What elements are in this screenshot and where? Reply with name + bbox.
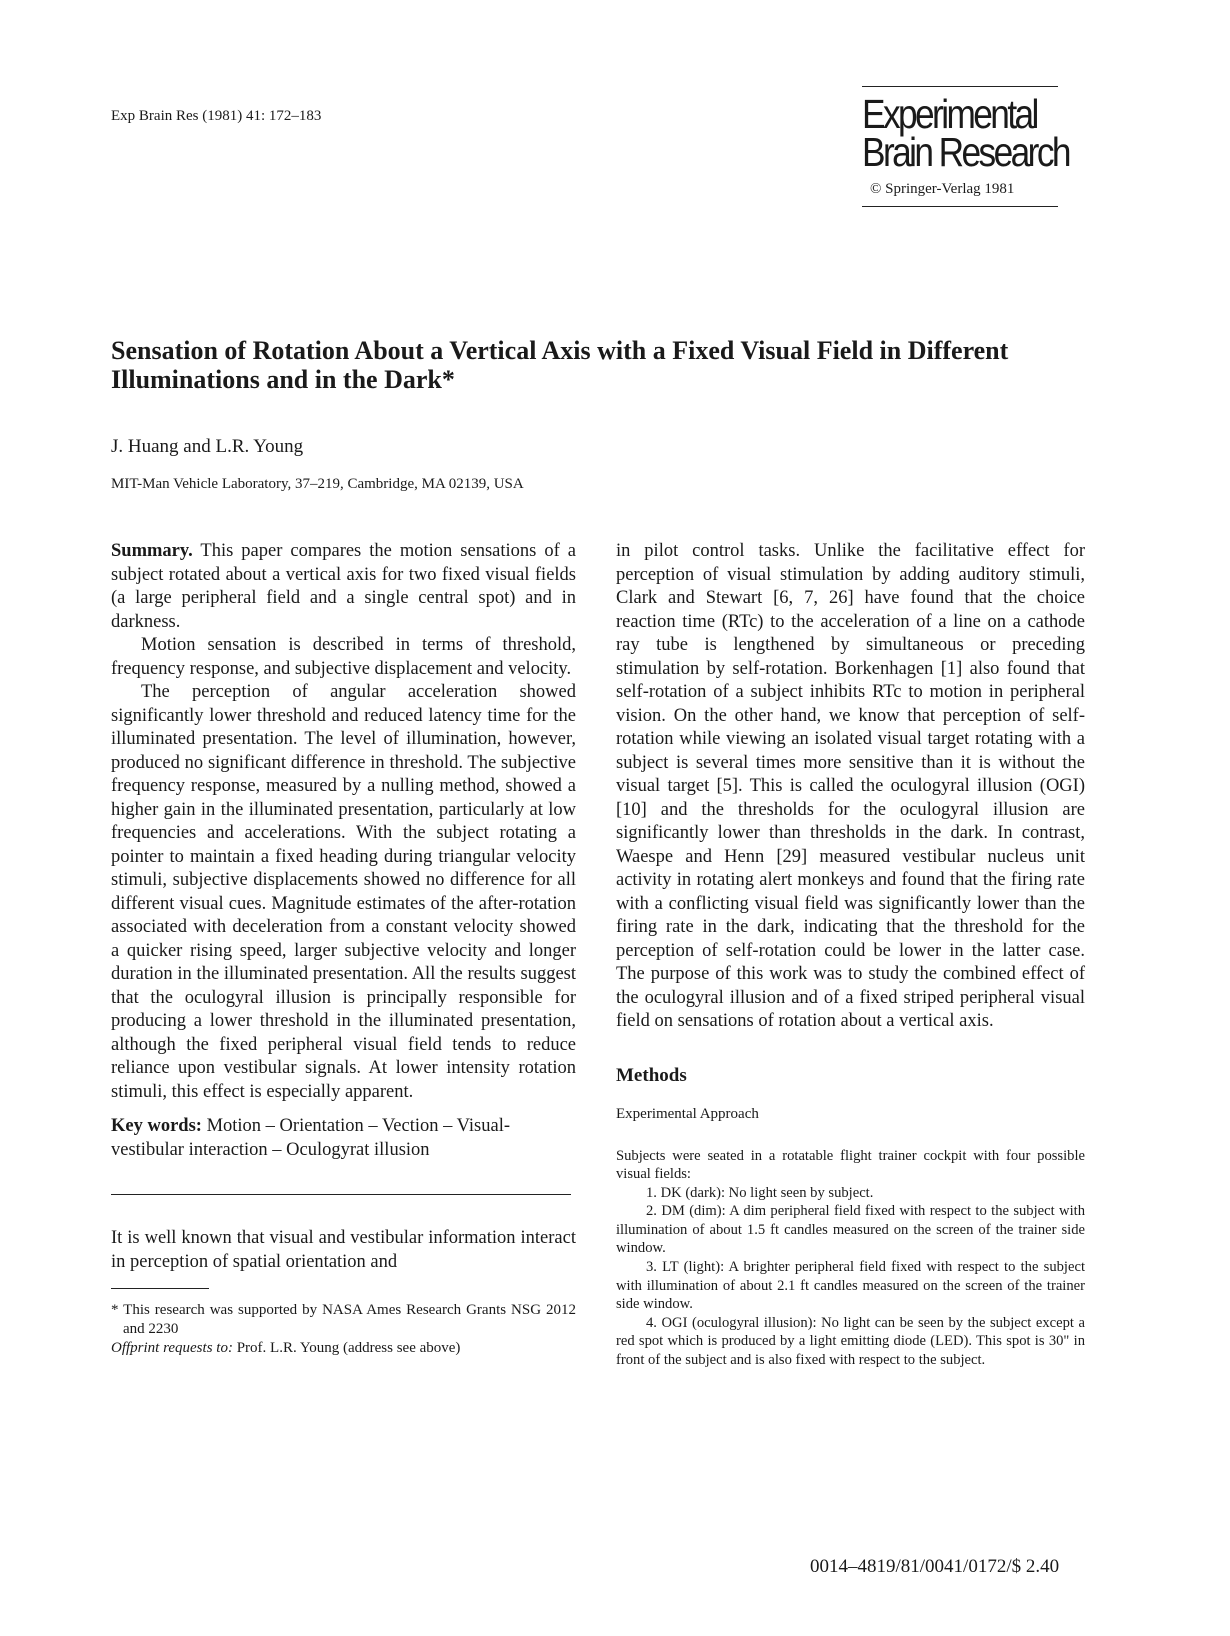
summary-lead: Summary.: [111, 541, 193, 561]
right-column: [616, 540, 1085, 1370]
summary-paragraph-2: Motion sensation is described in terms of threshold, frequency response, and subjective displacement and velocity.: [111, 635, 576, 679]
visual-field-item: 2. DM (dim): A dim peripheral field fixed with respect to the subject with illumination of about 1.5 ft candles measured on the screen of the trainer side window.: [616, 1203, 1085, 1257]
keywords-text: Motion – Orientation – Vection – Visual-vestibular interaction – Oculogyrat illusion: [111, 1116, 511, 1160]
offprint-footnote: [111, 1339, 576, 1358]
methods-body: [616, 1147, 1085, 1370]
paper-title: Sensation of Rotation About a Vertical Axis with a Fixed Visual Field in Different Illuminations and in the Dark*: [111, 336, 1009, 394]
summary-paragraph-1: [111, 540, 576, 634]
author-affiliation: MIT-Man Vehicle Laboratory, 37–219, Cambridge, MA 02139, USA: [111, 476, 524, 492]
visual-field-item: 4. OGI (oculogyral illusion): No light can be seen by the subject except a red spot which is produced by a light emitting diode (LED). This spot is 30" in front of the subject and is also fixed with respect to the subject.: [616, 1314, 1085, 1369]
keywords: [111, 1115, 576, 1162]
journal-logo-line2: Brain Research: [862, 129, 1069, 175]
methods-heading: Methods: [616, 1064, 687, 1086]
intro-paragraph-start: It is well known that visual and vestibular information interact in perception of spatial orientation and: [111, 1228, 576, 1272]
article-code: 0014–4819/81/0041/0172/$ 2.40: [810, 1556, 1060, 1577]
logo-bottom-rule: [862, 206, 1058, 207]
footnote-rule: [111, 1288, 209, 1289]
funding-footnote: * This research was supported by NASA Ames Research Grants NSG 2012 and 2230: [111, 1302, 576, 1337]
paper-authors: J. Huang and L.R. Young: [111, 436, 304, 457]
summary-text-1: This paper compares the motion sensations of a subject rotated about a vertical axis for two fixed visual fields (a large peripheral field and a single central spot) and in darkness.: [111, 541, 576, 632]
journal-logo-line1: Experimental: [862, 91, 1037, 137]
journal-logo-block: [862, 86, 1069, 207]
journal-logo: [862, 91, 1069, 175]
intro-paragraph-continued: in pilot control tasks. Unlike the facilitative effect for perception of visual stimulation by adding auditory stimuli, Clark and Stewart [6, 7, 26] have found that the choice reaction time (RTc) to the acceleration of a line on a cathode ray tube is lengthened by simultaneous or preceding stimulation by self-rotation. Borkenhagen [1] also found that self-rotation of a subject inhibits RTc to motion in peripheral vision. On the other hand, we know that perception of self-rotation while viewing an isolated visual target rotating with a subject is several times more sensitive than it is without the visual target [5]. This is called the oculogyral illusion (OGI) [10] and the thresholds for the oculogyral illusion are significantly lower than thresholds in the dark. In contrast, Waespe and Henn [29] measured vestibular nucleus unit activity in rotating alert monkeys and found that the firing rate with a conflicting visual field was significantly lower than the firing rate in the dark, indicating that the threshold for the perception of self-rotation could be lower in the latter case. The purpose of this work was to study the combined effect of the oculogyral illusion and of a fixed striped peripheral visual field on sensations of rotation about a vertical axis.: [616, 541, 1085, 1031]
logo-top-rule: [862, 86, 1058, 87]
keywords-lead: Key words:: [111, 1116, 202, 1136]
offprint-text: Prof. L.R. Young (address see above): [236, 1340, 461, 1356]
journal-citation: Exp Brain Res (1981) 41: 172–183: [111, 108, 322, 124]
copyright-notice: © Springer-Verlag 1981: [870, 181, 1015, 197]
section-divider: [111, 1194, 571, 1195]
approach-subheading: Experimental Approach: [616, 1106, 759, 1122]
visual-field-item: 1. DK (dark): No light seen by subject.: [646, 1184, 874, 1201]
visual-field-item: 3. LT (light): A brighter peripheral field fixed with respect to the subject with illumination of about 2.1 ft candles measured on the screen of the trainer side window.: [616, 1259, 1085, 1313]
offprint-label: Offprint requests to:: [111, 1340, 233, 1356]
summary-paragraph-3: The perception of angular acceleration showed significantly lower threshold and reduced latency time for the illuminated presentation. The level of illumination, however, produced no significant difference in threshold. The subjective frequency response, measured by a nulling method, showed a higher gain in the illuminated presentation, particularly at low frequencies and accelerations. With the subject rotating a pointer to maintain a fixed heading during triangular velocity stimuli, subjective displacements showed no difference for all different visual cues. Magnitude estimates of the after-rotation associated with deceleration from a constant velocity showed a quicker rising speed, larger subjective velocity and longer duration in the illuminated presentation. All the results suggest that the oculogyral illusion is principally responsible for producing a lower threshold in the illuminated presentation, although the fixed peripheral visual field tends to reduce reliance upon vestibular signals. At lower intensity rotation stimuli, this effect is especially apparent.: [111, 682, 576, 1102]
left-column: [111, 540, 576, 1358]
methods-intro: Subjects were seated in a rotatable flight trainer cockpit with four possible visual fields:: [616, 1147, 1085, 1183]
